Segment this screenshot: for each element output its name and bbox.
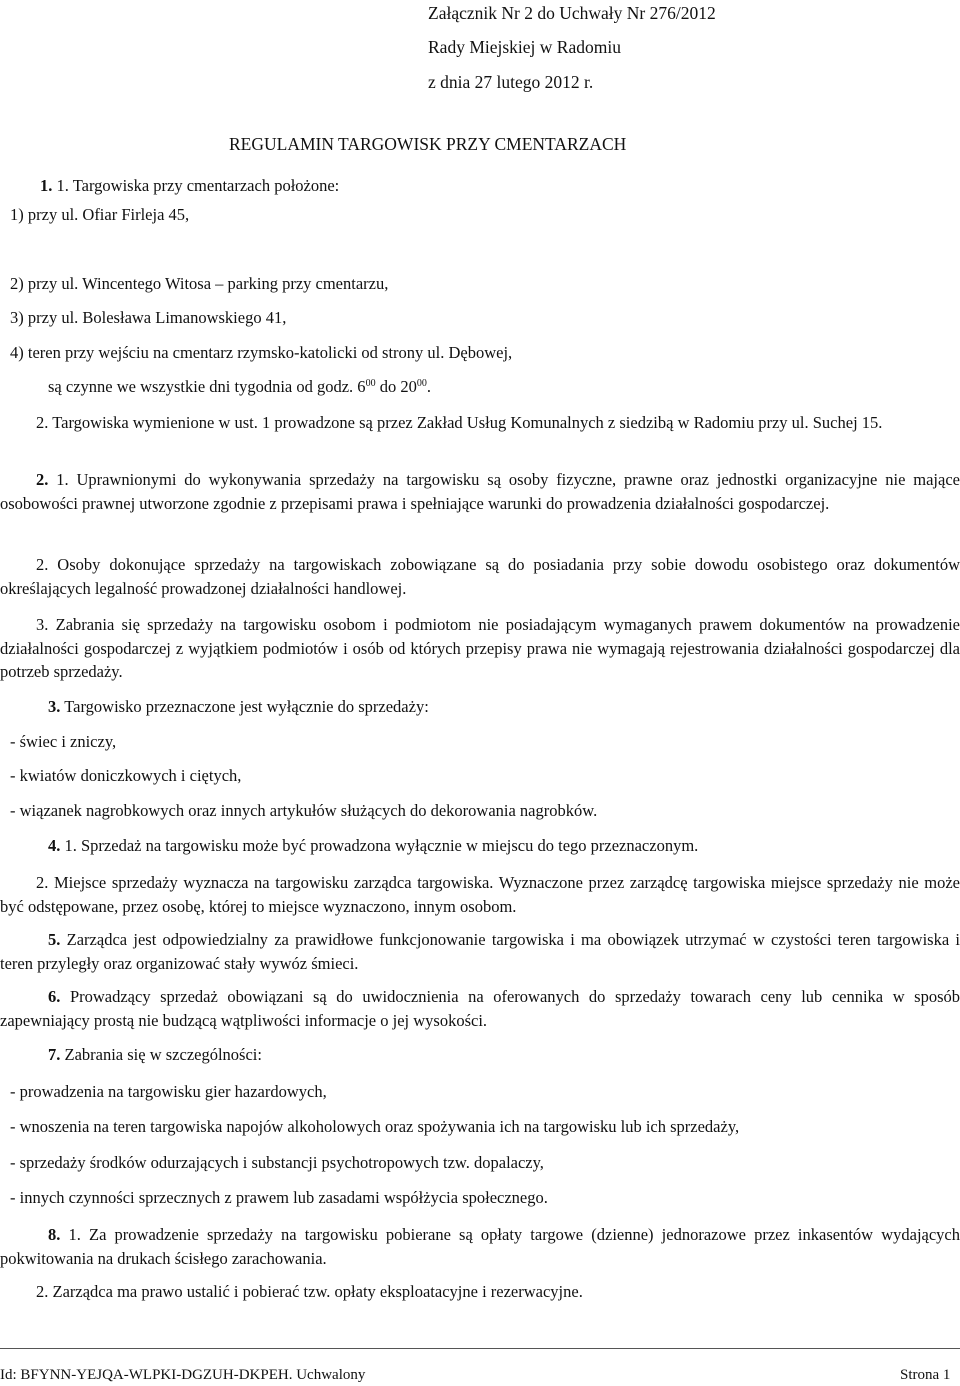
section-number: 2. xyxy=(36,470,49,489)
list-item: - sprzedaży środków odurzających i substancji psychotropowych tzw. dopalaczy, xyxy=(10,1153,544,1172)
footer-divider xyxy=(0,1348,960,1349)
section-7 xyxy=(48,1045,262,1065)
section-8 xyxy=(0,1223,960,1270)
paragraph-text: 1. Za prowadzenie sprzedaży na targowisku pobierane są opłaty targowe (dzienne) jednorazowe przez inkasentów wydających pokwitowania na drukach ścisłego zarachowania. xyxy=(0,1225,960,1268)
section-6 xyxy=(0,985,960,1032)
paragraph-text: 1. Uprawnionymi do wykonywania sprzedaży na targowisku są osoby fizyczne, prawne oraz jednostki organizacyjne nie mające osobowości prawnej utworzone zgodnie z przepisami prawa i spełniające warunki do prowadzenia działalności gospodarczej. xyxy=(0,470,960,513)
list-item: - prowadzenia na targowisku gier hazardowych, xyxy=(10,1082,327,1101)
list-item: - kwiatów doniczkowych i ciętych, xyxy=(10,766,242,785)
section-number: 4. xyxy=(48,836,61,855)
list-item: - świec i zniczy, xyxy=(10,732,117,751)
document-title: REGULAMIN TARGOWISK PRZY CMENTARZACH xyxy=(229,134,627,154)
opening-hours-mid: do 20 xyxy=(375,377,417,396)
list-item: 2) przy ul. Wincentego Witosa – parking przy cmentarzu, xyxy=(10,274,389,293)
section-5 xyxy=(0,928,960,975)
list-item: - innych czynności sprzecznych z prawem lub zasadami współżycia społecznego. xyxy=(10,1188,548,1207)
paragraph-text: Prowadzący sprzedaż obowiązani są do uwidocznienia na oferowanych do sprzedaży towarach ceny lub cennika w sposób zapewniający prostą nie budzącą wątpliwości informacje o jej wysokości. xyxy=(0,987,960,1030)
paragraph: 2. Targowiska wymienione w ust. 1 prowadzone są przez Zakład Usług Komunalnych z siedzibą w Radomiu przy ul. Suchej 15. xyxy=(36,413,883,432)
paragraph-text: 1. Targowiska przy cmentarzach położone: xyxy=(56,176,340,195)
opening-hours-text: są czynne we wszystkie dni tygodnia od godz. 6 xyxy=(48,377,366,396)
opening-hours-end: . xyxy=(426,377,431,396)
attachment-header-line2: Rady Miejskiej w Radomiu xyxy=(428,37,621,57)
list-item: 3) przy ul. Bolesława Limanowskiego 41, xyxy=(10,308,287,327)
page-number: Strona 1 xyxy=(900,1367,951,1383)
section-number: 3. xyxy=(48,697,61,716)
paragraph-text: Zabrania się w szczególności: xyxy=(64,1045,262,1064)
list-item: - wiązanek nagrobkowych oraz innych artykułów służących do dekorowania nagrobków. xyxy=(10,801,598,820)
section-1 xyxy=(40,176,339,196)
paragraph-text: Targowisko przeznaczone jest wyłącznie do sprzedaży: xyxy=(64,697,429,716)
hours-from-minutes: 00 xyxy=(365,378,376,389)
section-number: 6. xyxy=(48,987,61,1006)
section-4 xyxy=(48,836,698,856)
list-item: - wnoszenia na teren targowiska napojów alkoholowych oraz spożywania ich na targowisku lub ich sprzedaży, xyxy=(10,1117,740,1136)
attachment-header-line3: z dnia 27 lutego 2012 r. xyxy=(428,72,594,92)
section-3 xyxy=(48,697,429,717)
paragraph: 2. Osoby dokonujące sprzedaży na targowiskach zobowiązane są do posiadania przy sobie dowodu osobistego oraz dokumentów określających legalność prowadzonej działalności handlowej. xyxy=(0,555,960,598)
hours-to-minutes: 00 xyxy=(416,378,427,389)
paragraph-text: Zarządca jest odpowiedzialny za prawidłowe funkcjonowanie targowiska i ma obowiązek utrzymać w czystości teren targowiska i teren przyległy oraz organizować stały wywóz śmieci. xyxy=(0,930,960,973)
paragraph: 2. Zarządca ma prawo ustalić i pobierać tzw. opłaty eksploatacyjne i rezerwacyjne. xyxy=(36,1282,583,1301)
attachment-header-line1: Załącznik Nr 2 do Uchwały Nr 276/2012 xyxy=(428,3,716,23)
section-number: 1. xyxy=(40,176,53,195)
document-id: Id: BFYNN-YEJQA-WLPKI-DGZUH-DKPEH. Uchwalony xyxy=(0,1367,366,1383)
list-item: 4) teren przy wejściu na cmentarz rzymsko-katolicki od strony ul. Dębowej, xyxy=(10,343,513,362)
opening-hours xyxy=(48,377,431,397)
section-number: 5. xyxy=(48,930,61,949)
section-2 xyxy=(0,468,960,515)
paragraph: 2. Miejsce sprzedaży wyznacza na targowisku zarządca targowiska. Wyznaczone przez zarządcę targowiska miejsce sprzedaży nie może być odstępowane, przez osobę, której to miejsce wyznaczono, innym osobom. xyxy=(0,873,960,916)
list-item: 1) przy ul. Ofiar Firleja 45, xyxy=(10,205,190,224)
section-number: 7. xyxy=(48,1045,61,1064)
paragraph: 3. Zabrania się sprzedaży na targowisku osobom i podmiotom nie posiadającym wymaganych prawem dokumentów na prowadzenie działalności gospodarczej z wyjątkiem podmiotów i osób od których przepisy prawa nie wymagają rejestrowania działalności gospodarczej dla potrzeb sprzedaży. xyxy=(0,615,960,681)
section-number: 8. xyxy=(48,1225,61,1244)
paragraph-text: 1. Sprzedaż na targowisku może być prowadzona wyłącznie w miejscu do tego przeznaczonym. xyxy=(64,836,699,855)
